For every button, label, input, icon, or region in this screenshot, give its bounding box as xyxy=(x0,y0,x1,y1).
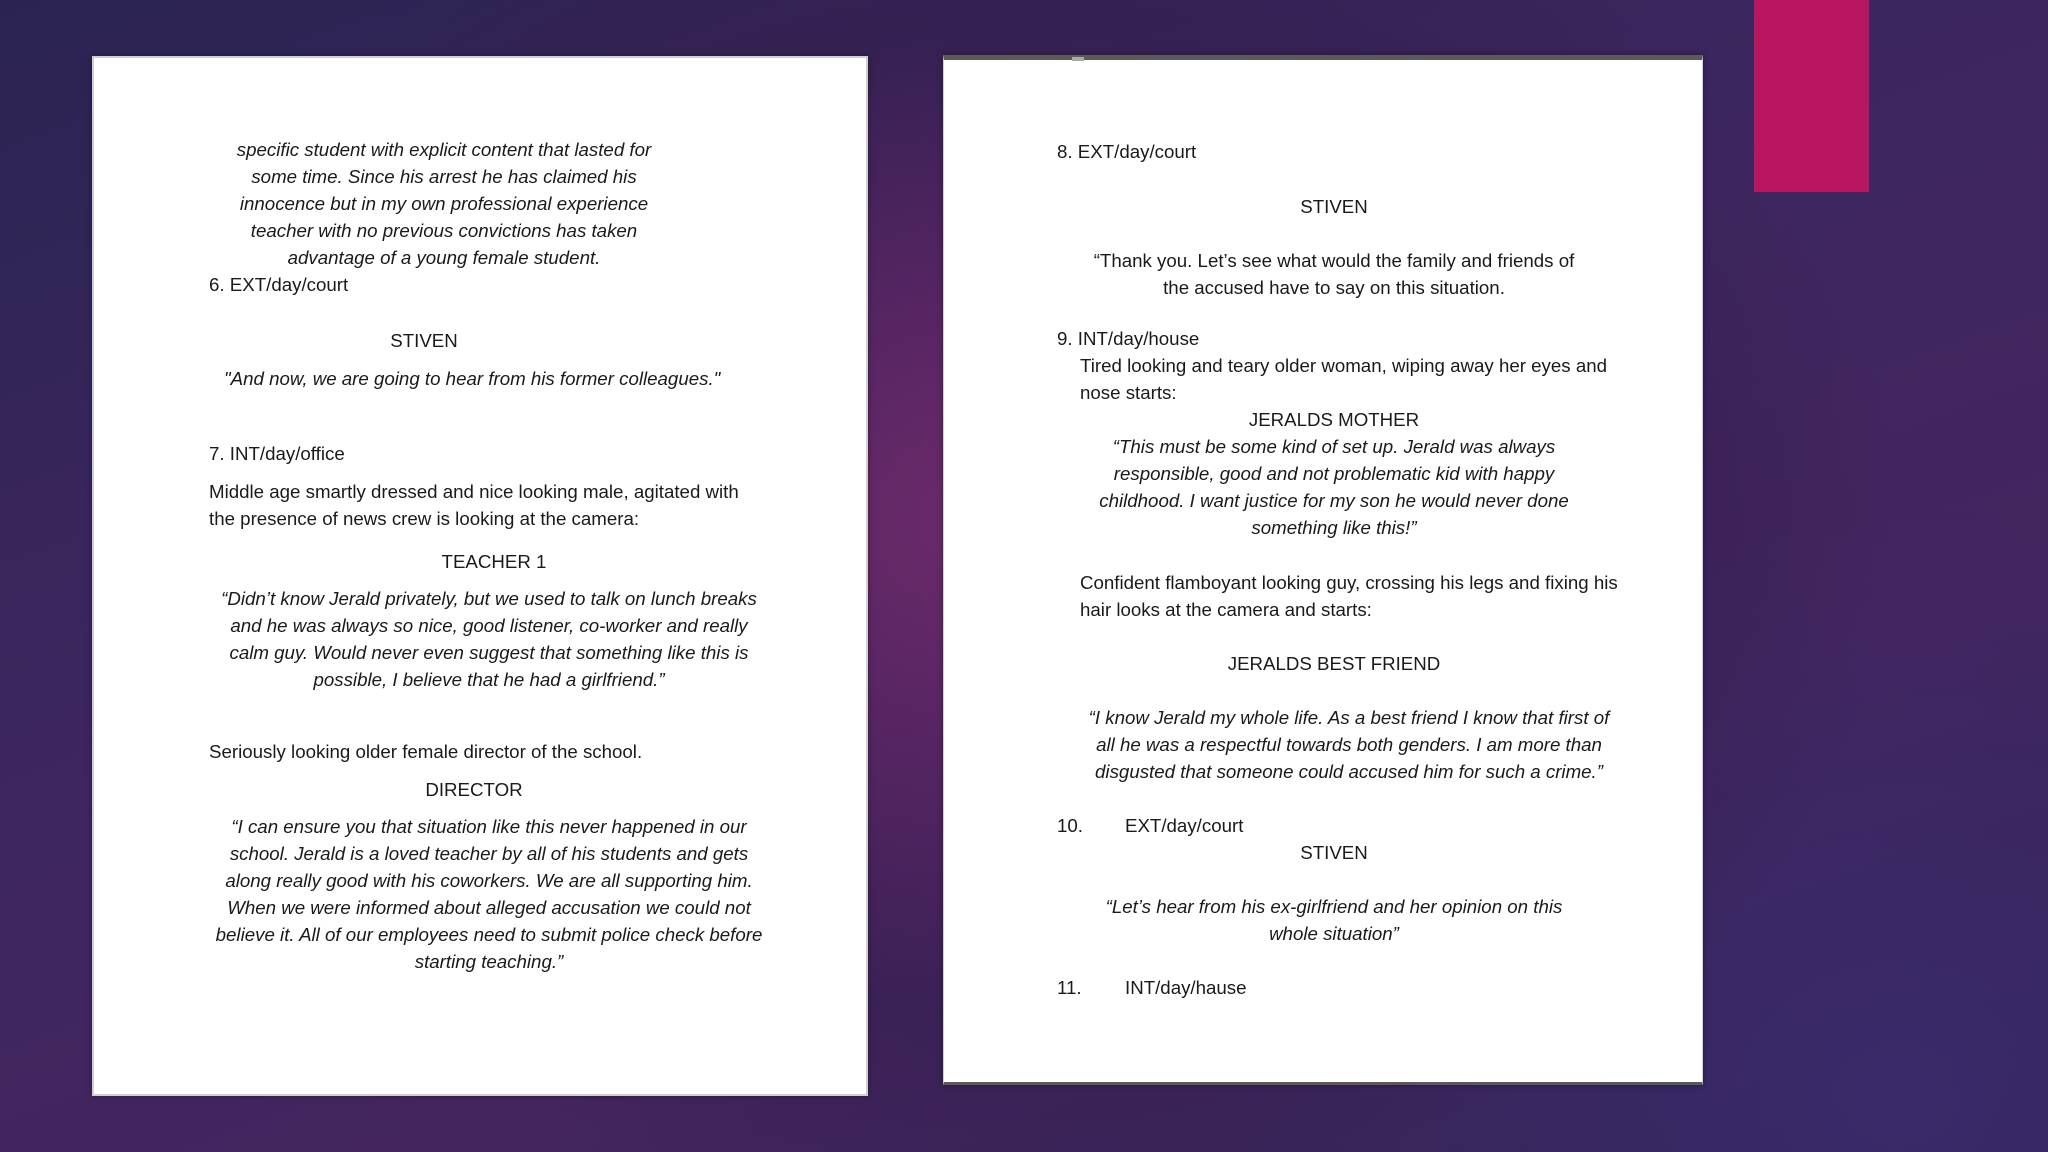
scene9-action: Tired looking and teary older woman, wiping away her eyes and nose starts: xyxy=(1080,355,1607,403)
intro-quote: specific student with explicit content that lasted for some time. Since his arrest he has claimed his innocence but in my own professional experience teacher with no previous convictions has taken advantage of a young female student. xyxy=(236,139,652,268)
scene11-number: 11. xyxy=(1057,977,1082,998)
teacher-dialogue: “Didn’t know Jerald privately, but we used to talk on lunch breaks and he was always so nice, good listener, co-worker and really calm guy. Would never even suggest that something like this is possible, I believe that he had a girlfriend.” xyxy=(221,588,757,690)
scene10-number: 10. xyxy=(1057,815,1083,836)
scene10-character: STIVEN xyxy=(1300,842,1368,863)
scene7-action: Middle age smartly dressed and nice looking male, agitated with the presence of news crew is looking at the camera: xyxy=(209,481,739,529)
script-page-right xyxy=(943,55,1703,1085)
scene11-heading: INT/day/hause xyxy=(1125,977,1247,998)
teacher-character: TEACHER 1 xyxy=(441,551,547,572)
scene10-heading: EXT/day/court xyxy=(1125,815,1244,836)
scene8-character: STIVEN xyxy=(1300,196,1368,217)
director-character: DIRECTOR xyxy=(425,779,523,800)
mother-character: JERALDS MOTHER xyxy=(1248,409,1420,430)
scene6-dialogue: "And now, we are going to hear from his former colleagues." xyxy=(224,368,721,389)
script-page-left xyxy=(92,56,868,1096)
friend-character: JERALDS BEST FRIEND xyxy=(1227,653,1441,674)
scene6-heading: 6. EXT/day/court xyxy=(209,274,349,295)
scene7-heading: 7. INT/day/office xyxy=(209,443,345,464)
scene10-dialogue: “Let’s hear from his ex-girlfriend and her opinion on this whole situation” xyxy=(1105,896,1563,944)
scene8-heading: 8. EXT/day/court xyxy=(1057,141,1197,162)
accent-bar xyxy=(1754,0,1869,192)
scene6-character: STIVEN xyxy=(390,330,458,351)
friend-action: Confident flamboyant looking guy, crossing his legs and fixing his hair looks at the camera and starts: xyxy=(1080,572,1618,620)
scene9-heading: 9. INT/day/house xyxy=(1057,328,1200,349)
director-dialogue: “I can ensure you that situation like this never happened in our school. Jerald is a loved teacher by all of his students and gets along really good with his coworkers. We are all supporting him. When we were informed about alleged accusation we could not believe it. All of our employees need to submit police check before starting teaching.” xyxy=(215,816,763,972)
mother-dialogue: “This must be some kind of set up. Jerald was always responsible, good and not problematic kid with happy childhood. I want justice for my son he would never done something like this!” xyxy=(1099,436,1569,538)
friend-dialogue: “I know Jerald my whole life. As a best friend I know that first of all he was a respectful towards both genders. I am more than disgusted that someone could accused him for such a crime.” xyxy=(1088,707,1610,782)
scene8-dialogue: “Thank you. Let’s see what would the family and friends of the accused have to say on this situation. xyxy=(1093,250,1575,298)
page-marker xyxy=(1072,57,1084,61)
director-action: Seriously looking older female director of the school. xyxy=(209,741,643,762)
